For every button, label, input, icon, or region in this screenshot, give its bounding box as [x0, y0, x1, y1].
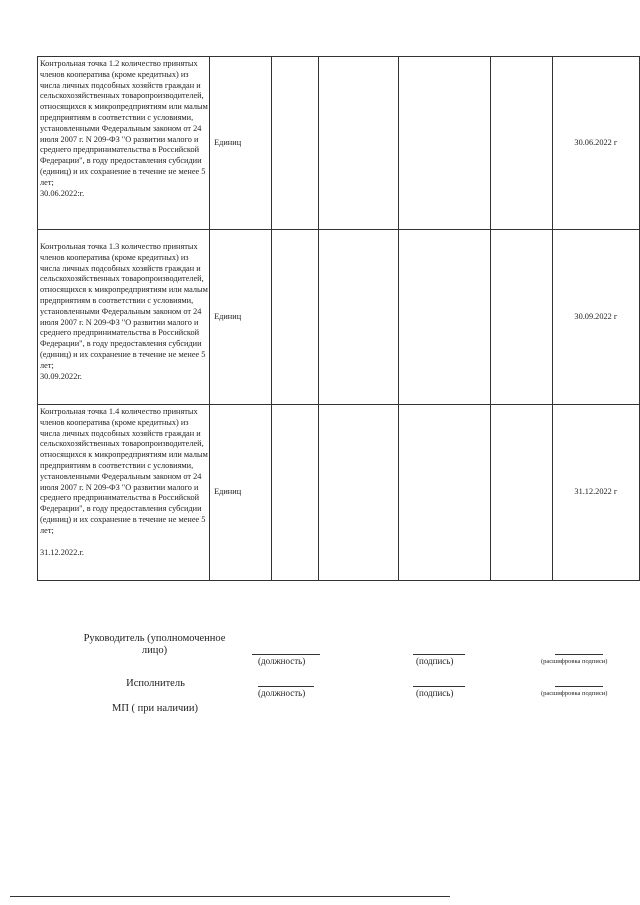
- description-date: 30.09.2022г.: [40, 371, 82, 381]
- empty-cell: [399, 230, 491, 405]
- position-caption: (должность): [258, 656, 306, 666]
- signature-caption: (подпись): [416, 656, 454, 666]
- decoding-line: [555, 654, 603, 655]
- empty-cell: [318, 57, 399, 230]
- control-points-table: [37, 56, 640, 581]
- head-label: Руководитель (уполномоченное лицо): [83, 633, 226, 656]
- description-text: Контрольная точка 1.4 количество принятых членов кооператива (кроме кредитных) из числа личных подсобных хозяйств граждан и сельскохозяйственных товаропроизводителей, относящихся к микропредприятиям или малым предприятиям в соответствии с условиями, установленными Федеральным законом от 24 июля 2007 г. N 209-ФЗ "О развитии малого и среднего предпринимательства в Российской Федерации", в году предоставления субсидии (единиц) и их сохранение в течение не менее 5 лет;: [40, 407, 208, 535]
- empty-cell: [318, 405, 399, 581]
- description-text: Контрольная точка 1.2 количество принятых членов кооператива (кроме кредитных) из числа личных подсобных хозяйств граждан и сельскохозяйственных товаропроизводителей, относящихся к микропредприятиям или малым предприятиям в соответствии с условиями, установленными Федеральным законом от 24 июля 2007 г. N 209-ФЗ "О развитии малого и среднего предпринимательства в Российской Федерации", в году предоставления субсидии (единиц) и их сохранение в течение не менее 5 лет;: [40, 59, 208, 187]
- empty-cell: [271, 230, 318, 405]
- empty-cell: [271, 405, 318, 581]
- description-cell: [38, 57, 210, 230]
- description-cell: [38, 405, 210, 581]
- position-line: [252, 654, 320, 655]
- empty-cell: [491, 57, 553, 230]
- empty-cell: [318, 230, 399, 405]
- signature-line: [413, 654, 465, 655]
- signature-line: [413, 686, 465, 687]
- position-line: [258, 686, 314, 687]
- unit-cell: Единиц: [210, 230, 272, 405]
- table-row: [38, 405, 640, 581]
- empty-cell: [491, 405, 553, 581]
- executor-label: Исполнитель: [126, 678, 185, 689]
- description-text: Контрольная точка 1.3 количество принятых членов кооператива (кроме кредитных) из числа личных подсобных хозяйств граждан и сельскохозяйственных товаропроизводителей, относящихся к микропредприятиям или малым предприятиям в соответствии с условиями, установленными Федеральным законом от 24 июля 2007 г. N 209-ФЗ "О развитии малого и среднего предпринимательства в Российской Федерации", в году предоставления субсидии (единиц) и их сохранение в течение не менее 5 лет;: [40, 242, 208, 370]
- date-cell: 30.06.2022 г: [552, 57, 639, 230]
- description-date: 31.12.2022.г.: [40, 547, 84, 557]
- empty-cell: [399, 57, 491, 230]
- position-caption: (должность): [258, 688, 306, 698]
- description-date: 30.06.2022:г.: [40, 188, 85, 198]
- decoding-line: [555, 686, 603, 687]
- footer-rule: [10, 896, 450, 897]
- empty-cell: [271, 57, 318, 230]
- date-cell: 30.09.2022 г: [552, 230, 639, 405]
- description-cell: [38, 230, 210, 405]
- signature-caption: (подпись): [416, 688, 454, 698]
- stamp-label: МП ( при наличии): [111, 703, 199, 714]
- unit-cell: Единиц: [210, 405, 272, 581]
- table-row: [38, 230, 640, 405]
- decoding-caption: (расшифровка подписи): [541, 690, 608, 697]
- empty-cell: [491, 230, 553, 405]
- unit-cell: Единиц: [210, 57, 272, 230]
- date-cell: 31.12.2022 г: [552, 405, 639, 581]
- table-row: [38, 57, 640, 230]
- empty-cell: [399, 405, 491, 581]
- decoding-caption: (расшифровка подписи): [541, 658, 608, 665]
